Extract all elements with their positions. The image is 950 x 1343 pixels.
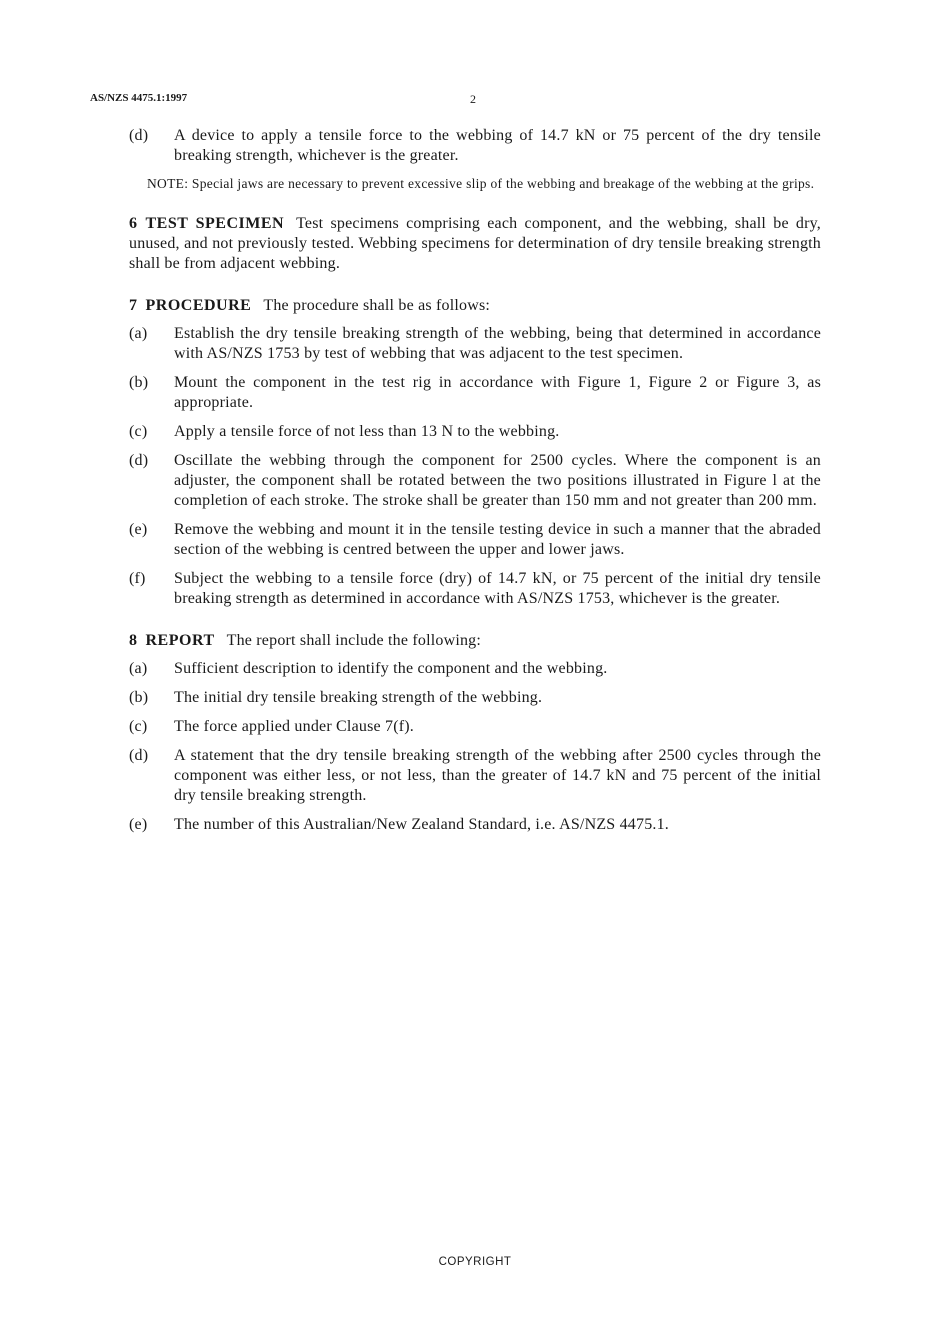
note: NOTE: Special jaws are necessary to prevent excessive slip of the webbing and breakage of the webbing at the grips. [147,176,815,191]
list-item [129,569,821,609]
item-text: Remove the webbing and mount it in the tensile testing device in such a manner that the abraded section of the webbing is centred between the upper and lower jaws. [174,520,821,558]
item-text: Sufficient description to identify the component and the webbing. [174,659,608,677]
clause-intro: The procedure shall be as follows: [263,296,491,314]
list-item [129,324,821,364]
clause-number: 8 [129,631,138,649]
list-item [129,373,821,413]
item-text: A device to apply a tensile force to the webbing of 14.7 kN or 75 percent of the dry tensile breaking strength, whichever is the greater. [174,127,821,164]
list-item [129,126,821,166]
item-label: (e) [129,520,148,538]
item-text: Apply a tensile force of not less than 13 N to the webbing. [174,422,560,440]
standard-designation: AS/NZS 4475.1:1997 [90,92,188,104]
item-text: The initial dry tensile breaking strength of the webbing. [174,688,543,706]
list-item [129,688,821,708]
list-item [129,659,821,679]
item-label: (f) [129,569,146,587]
list-item [129,520,821,560]
clause-7-heading [129,296,821,316]
clause-title: REPORT [145,631,215,649]
item-label: (c) [129,422,148,440]
item-label: (a) [129,324,148,342]
item-label: (b) [129,688,149,706]
list-item [129,746,821,806]
item-label: (d) [129,746,149,764]
list-item [129,717,821,737]
list-item [129,451,821,511]
item-label: (c) [129,717,148,735]
clause-number: 6 [129,214,138,232]
clause-number: 7 [129,296,138,314]
item-text: The number of this Australian/New Zealand Standard, i.e. AS/NZS 4475.1. [174,815,670,833]
item-text: Subject the webbing to a tensile force (dry) of 14.7 kN, or 75 percent of the initial dry tensile breaking strength as determined in accordance with AS/NZS 1753, whichever is the greater. [174,569,821,607]
list-item [129,422,821,442]
list-item [129,815,821,835]
item-text: Mount the component in the test rig in accordance with Figure 1, Figure 2 or Figure 3, as appropriate. [174,373,821,411]
item-text: Establish the dry tensile breaking strength of the webbing, being that determined in accordance with AS/NZS 1753 by test of webbing that was adjacent to the test specimen. [174,324,821,362]
item-label: (d) [129,451,149,469]
document-body [129,126,821,835]
clause-intro: The report shall include the following: [226,631,482,649]
item-label: (e) [129,815,148,833]
item-label: (b) [129,373,149,391]
page-number: 2 [470,92,476,106]
clause-title: PROCEDURE [145,296,252,314]
item-text: Oscillate the webbing through the component for 2500 cycles. Where the component is an adjuster, the component shall be rotated between the two positions illustrated in Figure l at the completion of each stroke. The stroke shall be greater than 150 mm and not greater than 200 mm. [174,451,821,509]
item-label: (a) [129,659,148,677]
item-text: A statement that the dry tensile breaking strength of the webbing after 2500 cycles through the component was either less, or not less, than the greater of 14.7 kN and 75 percent of the initial dry tensile breaking strength. [174,746,821,804]
clause-8-heading [129,631,821,651]
clause-6 [129,214,821,274]
item-text: The force applied under Clause 7(f). [174,717,414,735]
clause-text: Test specimens comprising each component, and the webbing, shall be dry, unused, and not previously tested. Webbing specimens for determination of dry tensile breaking strength shall be from adjacent webbing. [129,214,822,272]
copyright-footer: COPYRIGHT [438,1256,512,1268]
clause-title: TEST SPECIMEN [145,214,285,232]
clause-6-heading [129,215,284,232]
item-label: (d) [129,127,149,144]
